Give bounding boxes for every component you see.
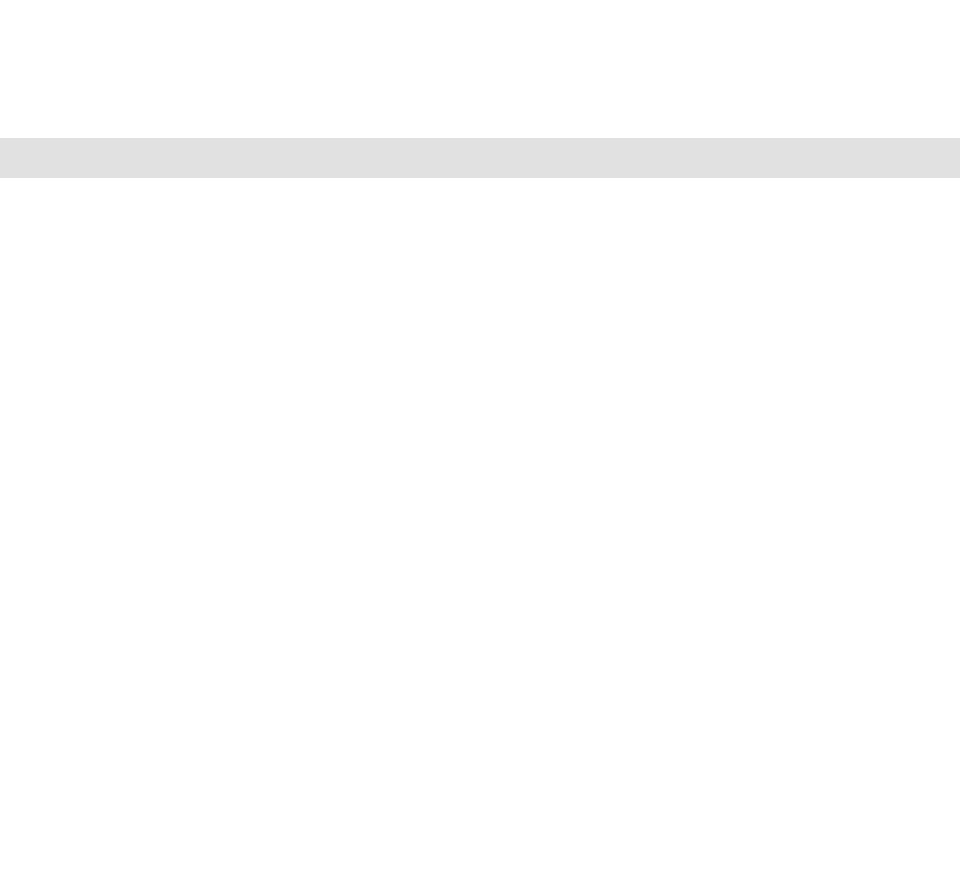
table-header-row — [0, 158, 960, 178]
